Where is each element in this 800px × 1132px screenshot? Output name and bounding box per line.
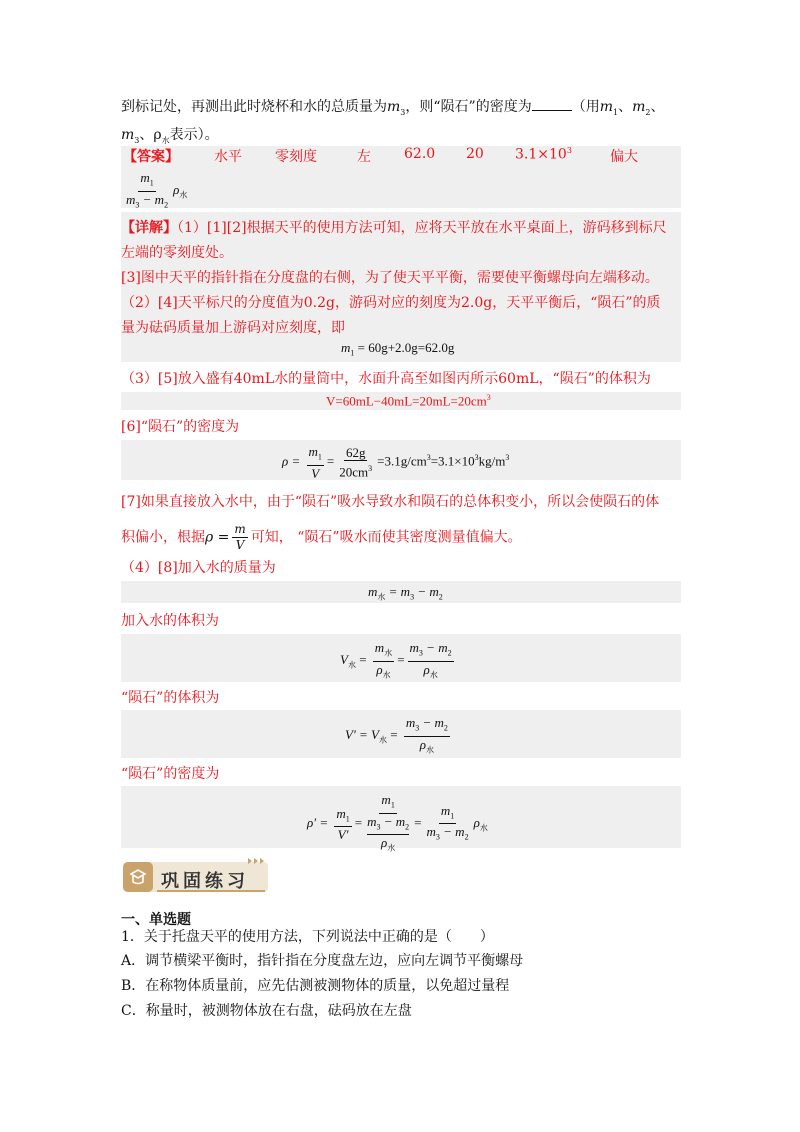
sub: 水 bbox=[387, 843, 396, 853]
frac bbox=[337, 445, 374, 479]
rest: − m bbox=[414, 584, 439, 599]
m: m bbox=[405, 715, 416, 730]
den bbox=[374, 662, 392, 683]
detail-label: 【详解】 bbox=[121, 220, 177, 236]
sep: 、 bbox=[618, 99, 633, 115]
sub: 3 bbox=[135, 200, 140, 210]
rho: ρ bbox=[173, 182, 180, 198]
minus: − m bbox=[419, 715, 444, 730]
sub: 1 bbox=[149, 178, 154, 188]
answer-5-text: 20 bbox=[466, 146, 484, 162]
var-m1-sub: 1 bbox=[612, 107, 619, 117]
detail-line-2: 左端的零刻度处。 bbox=[121, 245, 233, 261]
rho-sub: 水 bbox=[179, 190, 188, 200]
v: V′ = V bbox=[345, 727, 379, 743]
num: 62g bbox=[345, 445, 366, 461]
den: V bbox=[311, 465, 320, 481]
num bbox=[439, 803, 456, 825]
detail-line-6: （3）[5]放入盛有40mL水的量筒中，水面升高至如图丙所示60mL，“陨石”的体积为 bbox=[121, 371, 651, 387]
detail-line-13: “陨石”的密度为 bbox=[121, 766, 220, 782]
m: m bbox=[426, 824, 436, 840]
den bbox=[421, 662, 439, 683]
equation-meteorite-volume: $V' = V_水$ = $\frac{m_3 - m_2}{\rho_水}$ bbox=[345, 715, 453, 757]
m: m bbox=[341, 340, 351, 355]
answer-6-text: 3.1×10 bbox=[515, 146, 567, 163]
sub: 2 bbox=[164, 200, 169, 210]
consolidation-banner bbox=[123, 858, 268, 892]
equation-meteorite-density: ρ′ = $\frac{m_1}{V'}$ = $m_1$ $m_3 - m_2$ $\rho_水$ = $\frac{m_1}{m_3 - m_2}$ $\rho_水$ bbox=[307, 792, 488, 856]
sub: 水 bbox=[384, 648, 393, 658]
den bbox=[365, 814, 411, 856]
sub: 2 bbox=[438, 592, 443, 602]
equation-density: ρ = $\frac{m_1}{V}$ = $\frac{62g}{20cm^3}$ $=3.1g/cm^3=3.1\times 10^3kg/m^3$ bbox=[282, 444, 510, 481]
frac-den bbox=[124, 192, 170, 213]
answer-block bbox=[121, 146, 681, 208]
sup: 3 bbox=[368, 464, 373, 474]
intro-line-1 bbox=[121, 97, 664, 123]
equation-volume bbox=[326, 393, 491, 409]
detail-line-12: “陨石”的体积为 bbox=[121, 690, 220, 706]
sub: 3 bbox=[376, 822, 381, 832]
var-m2-sub: 2 bbox=[645, 107, 651, 117]
num bbox=[379, 792, 396, 814]
section-heading: 一、单选题 bbox=[121, 912, 191, 928]
m: m bbox=[381, 792, 391, 807]
num bbox=[373, 640, 394, 662]
frac bbox=[365, 792, 411, 856]
sub: 3 bbox=[418, 648, 423, 658]
m: m bbox=[368, 584, 378, 599]
sup: 3 bbox=[474, 452, 479, 462]
var-m3-sub: 3 bbox=[400, 107, 406, 117]
detail-line-1 bbox=[121, 218, 667, 238]
var-m3: m bbox=[121, 127, 135, 143]
m: m bbox=[308, 444, 318, 459]
rest: = m bbox=[385, 584, 411, 599]
sub: 水 bbox=[429, 670, 438, 680]
answer-blank bbox=[532, 98, 572, 111]
sub: 水 bbox=[479, 823, 488, 833]
equation-m1 bbox=[341, 340, 454, 358]
sub: 1 bbox=[450, 811, 455, 821]
sub: 水 bbox=[426, 745, 434, 755]
question-1: 1．关于托盘天平的使用方法，下列说法中正确的是（ ） bbox=[121, 929, 494, 945]
inner-den bbox=[381, 835, 395, 856]
sub: 水 bbox=[347, 660, 356, 670]
num bbox=[404, 715, 450, 737]
sub: 2 bbox=[405, 822, 410, 832]
rho: ρ = bbox=[282, 453, 301, 469]
intro-text: 到标记处，再测出此时烧杯和水的总质量为 bbox=[121, 99, 387, 115]
detail-line-7: [6]“陨石”的密度为 bbox=[121, 419, 240, 435]
option-a: A．调节横梁平衡时，指针指在分度盘左边，应向左调节平衡螺母 bbox=[121, 953, 524, 969]
answer-2: 零刻度 bbox=[275, 149, 317, 165]
intro-text-d: 表示）。 bbox=[169, 127, 219, 143]
minus: − m bbox=[380, 813, 406, 829]
inner-num bbox=[367, 814, 409, 836]
equation-water-volume: $V_水$ = $\frac{m_水}{\rho_水}$ = $\frac{m_3 - m_2}{\rho_水}$ bbox=[340, 640, 457, 682]
sub: 1 bbox=[317, 452, 322, 462]
intro-rho-sub: 水 bbox=[161, 135, 170, 145]
answer-5 bbox=[466, 146, 484, 162]
text: 积偏小，根据 bbox=[121, 529, 205, 546]
rho: ρ bbox=[381, 835, 388, 851]
sub: 水 bbox=[382, 670, 391, 680]
frac bbox=[232, 522, 247, 553]
m: m bbox=[409, 640, 419, 655]
intro-text-c: （用 bbox=[571, 99, 600, 115]
var-m3-sub: 3 bbox=[134, 135, 140, 145]
answer-fraction bbox=[121, 170, 187, 212]
text: 可知， “陨石”吸水而使其密度测量值偏大。 bbox=[250, 529, 522, 546]
den: V bbox=[235, 538, 245, 552]
frac bbox=[425, 803, 471, 845]
rest: =3.1g/cm bbox=[377, 453, 427, 469]
answer-label: 【答案】 bbox=[123, 149, 179, 165]
var-m3: m bbox=[387, 99, 401, 115]
option-b: B．在称物体质量前，应先估测被测物体的质量，以免超过量程 bbox=[121, 978, 510, 994]
rho: ρ = bbox=[205, 529, 230, 546]
detail-text: （1）[1][2]根据天平的使用方法可知，应将天平放在水平桌面上，游码移到标尺 bbox=[177, 220, 667, 236]
den-text: 20cm bbox=[339, 464, 369, 480]
frac bbox=[373, 640, 394, 682]
detail-line-8: [7]如果直接放入水中，由于“陨石”吸水导致水和陨石的总体积变小，所以会使陨石的体 bbox=[121, 494, 660, 510]
sub: 2 bbox=[447, 648, 452, 658]
m: m bbox=[374, 640, 385, 655]
sep: 、 bbox=[650, 99, 665, 115]
num: m bbox=[234, 522, 246, 536]
graduation-cap-icon bbox=[123, 862, 153, 892]
answer-1: 水平 bbox=[214, 149, 242, 165]
rho: ρ bbox=[419, 736, 426, 752]
banner-title: 巩固练习 bbox=[161, 871, 249, 892]
sub: 3 bbox=[435, 832, 440, 842]
answer-6 bbox=[515, 146, 572, 163]
sub: 3 bbox=[415, 723, 420, 733]
sub: 1 bbox=[345, 814, 350, 824]
sup: 3 bbox=[505, 452, 510, 462]
frac bbox=[124, 170, 170, 212]
den: V′ bbox=[337, 827, 349, 843]
frac bbox=[334, 806, 351, 843]
var-m2: m bbox=[632, 99, 646, 115]
sub: 1 bbox=[350, 348, 355, 358]
detail-line-11: 加入水的体积为 bbox=[121, 613, 219, 629]
rho: ρ bbox=[473, 814, 480, 830]
sub: 3 bbox=[410, 592, 415, 602]
sub: 水 bbox=[377, 592, 386, 602]
m: m bbox=[440, 802, 451, 818]
num bbox=[307, 444, 324, 466]
intro-rho: 、ρ bbox=[139, 127, 162, 143]
den bbox=[418, 737, 436, 758]
num bbox=[334, 806, 351, 828]
sub: 1 bbox=[390, 800, 395, 810]
num bbox=[408, 640, 454, 662]
minus: − m bbox=[422, 640, 448, 655]
detail-line-10: （4）[8]加入水的质量为 bbox=[121, 560, 276, 576]
equation-water-mass bbox=[368, 584, 443, 603]
sup: 3 bbox=[426, 452, 431, 462]
eq-rest: = 60g+2.0g=62.0g bbox=[354, 340, 455, 355]
answer-6-exp: 3 bbox=[566, 146, 572, 155]
detail-line-9 bbox=[121, 522, 522, 553]
rest: =3.1×10 bbox=[430, 453, 475, 469]
answer-3: 左 bbox=[357, 149, 371, 165]
frac bbox=[307, 444, 324, 481]
m: m bbox=[336, 805, 346, 821]
answer-7: 偏大 bbox=[610, 149, 638, 165]
option-c: C．称量时，被测物体放在右盘，砝码放在左盘 bbox=[121, 1003, 412, 1019]
den bbox=[337, 461, 374, 479]
sub: 2 bbox=[443, 723, 448, 733]
sub: 水 bbox=[379, 735, 387, 745]
sub: 2 bbox=[464, 832, 469, 842]
intro-text-b: ，则“陨石”的密度为 bbox=[405, 99, 532, 115]
sup: 3 bbox=[486, 393, 491, 402]
rho: ρ bbox=[423, 661, 430, 677]
eq2-text: V=60mL−40mL=20mL=20cm bbox=[326, 393, 487, 409]
rho: ρ bbox=[376, 661, 383, 677]
frac bbox=[404, 715, 450, 757]
minus: − m bbox=[139, 191, 165, 207]
var-m1: m bbox=[599, 99, 613, 115]
rho: ρ′ = bbox=[307, 814, 329, 830]
frac bbox=[408, 640, 454, 682]
m: m bbox=[126, 191, 136, 207]
minus: − m bbox=[439, 824, 465, 840]
m: m bbox=[140, 170, 150, 185]
detail-line-5: 量为砝码质量加上游码对应刻度，即 bbox=[121, 320, 345, 336]
detail-line-3: [3]图中天平的指针指在分度盘的右侧，为了使天平平衡，需要使平衡螺母向左端移动。 bbox=[121, 270, 659, 286]
answer-4: 62.0 bbox=[404, 146, 436, 162]
frac-num bbox=[138, 170, 155, 192]
v: V bbox=[340, 652, 348, 668]
detail-line-4: （2）[4]天平标尺的分度值为0.2g，游码对应的刻度为2.0g，天平平衡后，“陨石”的质 bbox=[121, 295, 661, 311]
den bbox=[425, 824, 471, 845]
m: m bbox=[367, 813, 377, 829]
rest: kg/m bbox=[478, 453, 506, 469]
